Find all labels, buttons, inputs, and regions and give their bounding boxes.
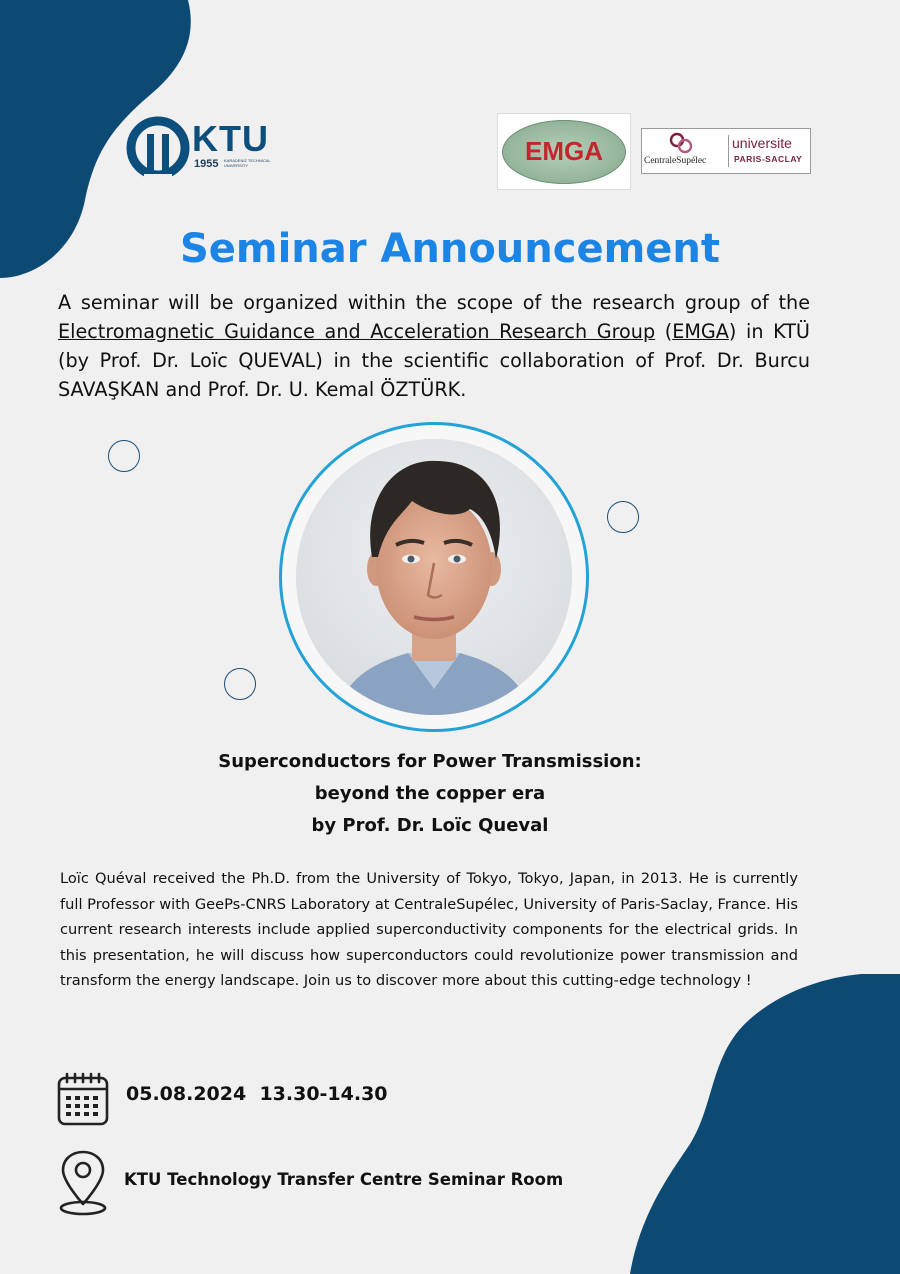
intro-paragraph bbox=[58, 288, 810, 404]
decorative-ring bbox=[224, 668, 256, 700]
emga-abbr-link[interactable]: EMGA bbox=[672, 320, 729, 343]
event-date: 05.08.2024 bbox=[126, 1083, 247, 1105]
emga-logo bbox=[497, 113, 631, 190]
universite-logo-text: universite bbox=[732, 135, 792, 151]
intro-text-3: ) in KTÜ (by Prof. Dr. Loïc QUEVAL) in the scientific collaboration of Prof. Dr. Burcu SAVAŞKAN and Prof. Dr. U. Kemal ÖZTÜRK. bbox=[58, 320, 810, 401]
speaker-bio: Loïc Quéval received the Ph.D. from the University of Tokyo, Tokyo, Japan, in 2013. He is currently full Professor with GeePs-CNRS Laboratory at CentraleSupélec, University of Paris-Saclay, France. His current research interests include applied superconductivity components for the electrical grids. In this presentation, he will discuss how superconductors could revolutionize power transmission and transform the energy landscape. Join us to discover more about this cutting-edge technology ! bbox=[60, 870, 798, 989]
centrale-paris-saclay-logo bbox=[641, 128, 811, 174]
talk-title-line-1: Superconductors for Power Transmission: bbox=[218, 751, 642, 772]
talk-title-block bbox=[0, 746, 860, 842]
decorative-ring bbox=[108, 440, 140, 472]
ktu-logo-text: KTU bbox=[192, 118, 269, 159]
speaker-photo-frame bbox=[279, 422, 589, 732]
ktu-logo bbox=[126, 116, 276, 182]
talk-title-line-2: beyond the copper era bbox=[314, 783, 546, 804]
calendar-icon bbox=[57, 1072, 109, 1126]
intro-text-2: ( bbox=[655, 320, 673, 343]
ktu-emblem-icon bbox=[126, 116, 190, 180]
speaker-photo bbox=[296, 439, 572, 715]
intro-text-1: A seminar will be organized within the scope of the research group of the bbox=[58, 291, 810, 314]
talk-speaker-line: by Prof. Dr. Loïc Queval bbox=[311, 815, 549, 836]
page-title: Seminar Announcement bbox=[179, 226, 721, 272]
ktu-logo-subtitle: KARADENİZ TECHNICAL UNIVERSITY bbox=[224, 158, 271, 168]
event-time: 13.30-14.30 bbox=[259, 1083, 388, 1105]
paris-saclay-logo-text: PARIS-SACLAY bbox=[734, 154, 803, 164]
ktu-logo-year: 1955 bbox=[194, 158, 219, 170]
location-pin-icon bbox=[57, 1150, 109, 1216]
emga-full-name-link[interactable]: Electromagnetic Guidance and Acceleration Research Group bbox=[58, 320, 656, 343]
speaker-portrait-image bbox=[296, 439, 572, 715]
event-datetime bbox=[126, 1083, 388, 1105]
emga-logo-text: EMGA bbox=[525, 136, 603, 166]
decorative-blob-bottom-right bbox=[630, 974, 900, 1274]
logo-divider bbox=[728, 135, 729, 167]
centrale-emblem-icon bbox=[668, 131, 694, 155]
event-location: KTU Technology Transfer Centre Seminar Room bbox=[124, 1170, 564, 1189]
centrale-logo-name: CentraleSupélec bbox=[644, 156, 707, 166]
decorative-ring bbox=[607, 501, 639, 533]
